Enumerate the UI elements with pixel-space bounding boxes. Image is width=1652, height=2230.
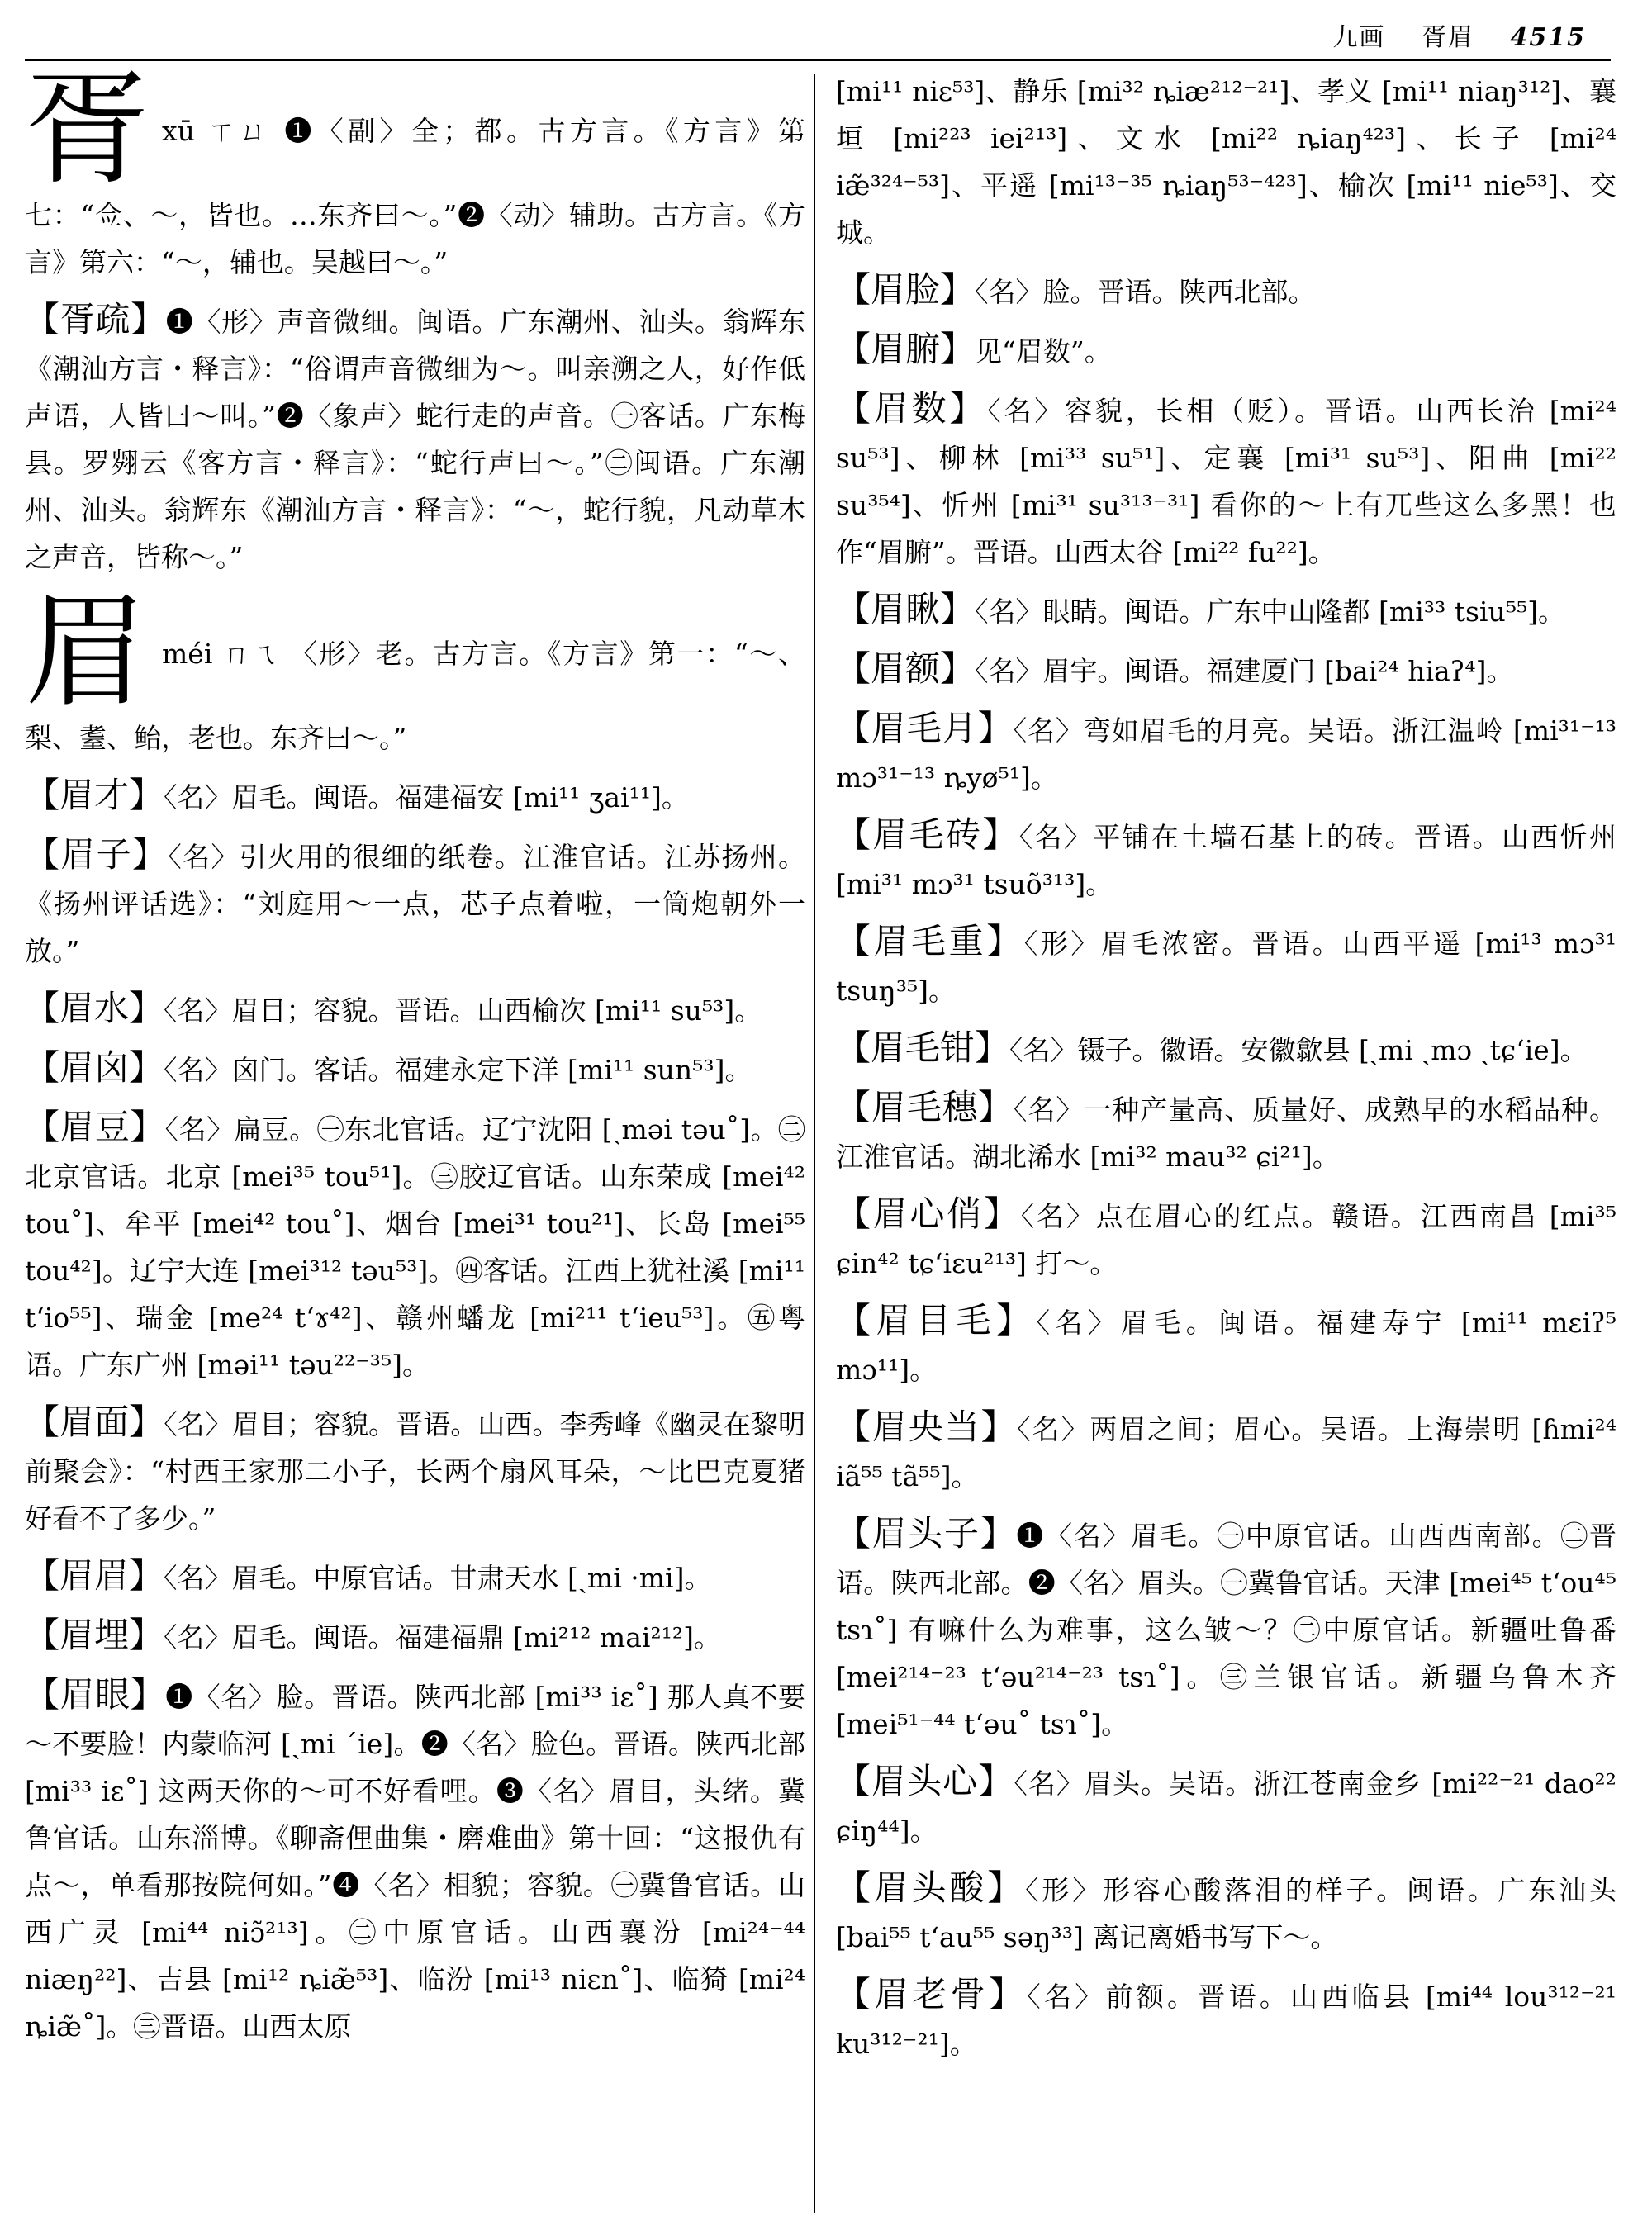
left-column <box>25 68 805 2215</box>
entry-headword: 眉额 <box>871 648 941 689</box>
left-bracket: 【 <box>836 648 871 689</box>
left-bracket: 【 <box>836 1193 873 1234</box>
column-divider <box>814 74 815 2213</box>
entry-definition: 〈名〉平铺在土墙石基上的砖。晋语。山西忻州 [mi³¹ mɔ³¹ tsuõ³¹³]。 <box>836 821 1616 900</box>
right-bracket: 】 <box>983 1193 1021 1234</box>
right-bracket: 】 <box>978 1761 1014 1801</box>
left-bracket: 【 <box>836 1867 874 1908</box>
left-bracket: 【 <box>836 921 874 961</box>
dictionary-entry <box>836 1190 1616 1287</box>
dictionary-entry <box>836 811 1616 908</box>
entry-headword: 眉央当 <box>871 1407 981 1447</box>
entry-definition: 〈名〉弯如眉毛的月亮。吴语。浙江温岭 [mi³¹⁻¹³ mɔ³¹⁻¹³ ȵyø⁵¹]。 <box>836 714 1616 794</box>
dictionary-entry <box>836 1864 1616 1961</box>
entry-definition: 见“眉数”。 <box>975 335 1112 368</box>
entry-headword: 胥疏 <box>59 299 131 339</box>
dictionary-entry <box>836 1971 1616 2067</box>
entry-headword: 眉脸 <box>871 269 941 310</box>
left-bracket: 【 <box>25 1107 60 1147</box>
right-bracket: 】 <box>977 708 1014 748</box>
dictionary-entry <box>836 385 1616 576</box>
dictionary-entry <box>836 705 1616 801</box>
entry-headword: 眉才 <box>59 775 130 815</box>
left-bracket: 【 <box>836 1761 872 1801</box>
entry-headword: 眉数 <box>873 388 950 429</box>
entry-headword: 眉子 <box>60 834 132 875</box>
continued-entry <box>836 68 1616 256</box>
right-bracket: 】 <box>977 1087 1014 1127</box>
dictionary-entry <box>836 1403 1616 1500</box>
entry-definition: 〈形〉形容心酸落泪的样子。闽语。广东汕头 [bai⁵⁵ tʻau⁵⁵ səŋ³³] 离记离婚书写下～。 <box>836 1874 1616 1953</box>
entry-headword: 眉毛重 <box>873 921 987 961</box>
right-bracket: 】 <box>129 1615 164 1655</box>
dictionary-entry <box>836 645 1616 695</box>
left-bracket: 【 <box>836 708 871 748</box>
entry-definition: 〈名〉前额。晋语。山西临县 [mi⁴⁴ lou³¹²⁻²¹ ku³¹²⁻²¹]。 <box>836 1981 1616 2060</box>
entry-definition: 〈名〉眉宇。闽语。福建厦门 [bai²⁴ hiaʔ⁴]。 <box>975 655 1514 687</box>
entry-headword: 眉老骨 <box>874 1974 990 2014</box>
dictionary-entry <box>25 1398 805 1542</box>
entry-definition: 〈名〉点在眉心的红点。赣语。江西南昌 [mi³⁵ ɕin⁴² tɕʻiɛu²¹³] 打～。 <box>836 1200 1616 1279</box>
entry-definition: 〈名〉眉毛。闽语。福建福安 [mi¹¹ ʒai¹¹]。 <box>164 781 689 814</box>
left-bracket: 【 <box>836 329 871 369</box>
dictionary-entry <box>25 1671 805 2050</box>
head-character: 胥 <box>25 68 150 202</box>
right-bracket: 】 <box>940 269 976 310</box>
entry-headword: 眉眉 <box>59 1555 130 1596</box>
dictionary-entry <box>836 266 1616 316</box>
entry-headword: 眉囟 <box>59 1047 130 1088</box>
right-bracket: 】 <box>131 834 169 875</box>
head-character: 眉 <box>25 581 150 724</box>
entry-headword: 眉毛穗 <box>871 1087 978 1127</box>
dictionary-entry <box>25 1044 805 1094</box>
entry-definition: 〈名〉眼睛。闽语。广东中山隆都 [mi³³ tsiu⁵⁵]。 <box>975 595 1566 628</box>
left-bracket: 【 <box>836 269 871 310</box>
entry-definition: 〈名〉眉头。吴语。浙江苍南金乡 [mi²²⁻²¹ dao²² ɕiŋ⁴⁴]。 <box>836 1767 1616 1847</box>
entry-definition: 〈名〉镊子。徽语。安徽歙县 [ˏmi ˏmɔ ˏtɕʻie]。 <box>1009 1034 1588 1066</box>
right-bracket: 】 <box>996 1300 1037 1340</box>
entry-definition: 〈名〉囟门。客话。福建永定下洋 [mi¹¹ sun⁵³]。 <box>164 1054 752 1086</box>
entry-definition: 〈名〉眉毛。闽语。福建寿宁 [mi¹¹ mɛiʔ⁵ mɔ¹¹]。 <box>836 1307 1616 1386</box>
left-bracket: 【 <box>25 1047 60 1088</box>
left-bracket: 【 <box>25 834 61 875</box>
head-character-entry <box>25 581 805 762</box>
right-bracket: 】 <box>982 814 1019 855</box>
entry-headword: 眉豆 <box>59 1107 131 1147</box>
right-bracket: 】 <box>129 1402 164 1442</box>
page-number: 4515 <box>1510 23 1586 52</box>
right-bracket: 】 <box>940 648 976 689</box>
left-bracket: 【 <box>836 388 874 429</box>
right-bracket: 】 <box>975 1027 1010 1068</box>
running-head <box>1306 17 1586 53</box>
entry-definition: 〈名〉容貌，长相（贬）。晋语。山西长治 [mi²⁴ su⁵³]、柳林 [mi³³ su⁵¹]、定襄 [mi³¹ su⁵³]、阳曲 [mi²² su³⁵⁴]、忻州 [mi³¹ su³¹³⁻³¹] 看你的～上有兀些这么多黑！也作“眉腑”。晋语。山西太谷 [mi²² fu²²]。 <box>836 395 1616 568</box>
right-bracket: 】 <box>129 1047 164 1088</box>
entry-definition: 〈名〉扁豆。㊀东北官话。辽宁沈阳 [ˏməi təu˚]。㊁北京官话。北京 [mei³⁵ tou⁵¹]。㊂胶辽官话。山东荣成 [mei⁴² tou˚]、牟平 [mei⁴² tou˚]、烟台 [mei³¹ tou²¹]、长岛 [mei⁵⁵ tou⁴²]。辽宁大连 [mei³¹² təu⁵³]。㊃客话。江西上犹社溪 [mi¹¹ tʻio⁵⁵]、瑞金 [me²⁴ tʻɤ⁴²]、赣州蟠龙 [mi²¹¹ tʻieu⁵³]。㊄粤语。广东广州 [məi¹¹ təu²²⁻³⁵]。 <box>25 1113 805 1381</box>
dictionary-entry <box>25 831 805 975</box>
entry-headword: 眉头子 <box>871 1513 980 1554</box>
left-bracket: 【 <box>836 589 871 629</box>
entry-headword: 眉埋 <box>59 1615 130 1655</box>
left-bracket: 【 <box>836 1300 876 1340</box>
left-bracket: 【 <box>25 1615 60 1655</box>
dictionary-entry <box>836 918 1616 1014</box>
dictionary-entry <box>25 771 805 821</box>
entry-definition: ❶〈名〉脸。晋语。陕西北部 [mi³³ iɛ˚] 那人真不要～不要脸！内蒙临河 [ˏmi ˊie]。❷〈名〉脸色。晋语。陕西北部 [mi³³ iɛ˚] 这两天你的～可不好看哩。❸〈名〉眉目，头绪。冀鲁官话。山东淄博。《聊斋俚曲集・磨难曲》第十回：“这报仇有点～，单看那按院何如。”❹〈名〉相貌；容貌。㊀冀鲁官话。山西广灵 [mi⁴⁴ niɔ̃²¹³]。㊁中原官话。山西襄汾 [mi²⁴⁻⁴⁴ niæŋ²²]、吉县 [mi¹² ȵiæ̃⁵³]、临汾 [mi¹³ niɛn˚]、临猗 [mi²⁴ ȵiæ̃˚]。㊂晋语。山西太原 <box>25 1681 805 2043</box>
entry-definition: méi ㄇㄟ 〈形〉老。古方言。《方言》第一：“～、梨、耋、鲐，老也。东齐曰～。” <box>25 638 805 754</box>
entry-definition: 〈名〉两眉之间；眉心。吴语。上海崇明 [ɦmi²⁴ iã⁵⁵ tã⁵⁵]。 <box>836 1413 1616 1492</box>
dictionary-entry <box>25 1103 805 1388</box>
entry-headword: 眉腑 <box>871 329 941 369</box>
left-bracket: 【 <box>25 988 60 1028</box>
dictionary-entry <box>25 985 805 1034</box>
right-bracket: 】 <box>129 1555 164 1596</box>
left-bracket: 【 <box>836 1513 872 1554</box>
left-bracket: 【 <box>25 299 60 339</box>
right-bracket: 】 <box>989 1974 1028 2014</box>
entry-headword: 眉眼 <box>59 1674 131 1715</box>
entry-definition: 〈形〉眉毛浓密。晋语。山西平遥 [mi¹³ mɔ³¹ tsuŋ³⁵]。 <box>836 928 1616 1007</box>
right-bracket: 】 <box>986 921 1024 961</box>
dictionary-entry <box>836 1084 1616 1180</box>
left-bracket: 【 <box>25 1555 60 1596</box>
dictionary-entry <box>836 1758 1616 1854</box>
head-character-entry <box>25 68 805 286</box>
dictionary-entry <box>836 1297 1616 1393</box>
entry-headword: 眉毛月 <box>871 708 978 748</box>
dictionary-entry <box>836 325 1616 375</box>
right-bracket: 】 <box>940 589 976 629</box>
left-bracket: 【 <box>836 1087 871 1127</box>
right-bracket: 】 <box>131 299 166 339</box>
entry-definition: 〈名〉一种产量高、质量好、成熟早的水稻品种。江淮官话。湖北浠水 [mi³² mau³² ɕi²¹]。 <box>836 1094 1616 1173</box>
dictionary-entry <box>25 1552 805 1601</box>
dictionary-entry <box>836 586 1616 635</box>
entry-headword: 眉水 <box>59 988 130 1028</box>
left-bracket: 【 <box>836 814 873 855</box>
right-bracket: 】 <box>130 1107 165 1147</box>
right-bracket: 】 <box>130 1674 166 1715</box>
running-title: 胥眉 <box>1421 23 1474 52</box>
page-header <box>0 0 1652 66</box>
section-label: 九画 <box>1332 23 1386 52</box>
entry-headword: 眉头酸 <box>873 1867 988 1908</box>
right-bracket: 】 <box>129 775 164 815</box>
right-bracket: 】 <box>129 988 164 1028</box>
dictionary-entry <box>25 296 805 581</box>
entry-definition: ❶〈形〉声音微细。闽语。广东潮州、汕头。翁辉东《潮汕方言・释言》：“俗谓声音微细为～。叫亲溯之人，好作低声语，人皆曰～叫。”❷〈象声〉蛇行走的声音。㊀客话。广东梅县。罗翙云《客方言・释言》：“蛇行声曰～。”㊁闽语。广东潮州、汕头。翁辉东《潮汕方言・释言》：“～，蛇行貌，凡动草木之声音，皆称～。” <box>25 306 805 573</box>
entry-headword: 眉心俏 <box>872 1193 984 1234</box>
left-bracket: 【 <box>25 1674 60 1715</box>
right-column <box>836 68 1616 2215</box>
entry-headword: 眉头心 <box>871 1761 979 1801</box>
entry-definition: 〈名〉引火用的很细的纸卷。江淮官话。江苏扬州。《扬州评话选》：“刘庭用～一点，芯子点着啦，一筒炮朝外一放。” <box>25 841 805 967</box>
entry-headword: 眉面 <box>59 1402 130 1442</box>
left-bracket: 【 <box>836 1407 872 1447</box>
right-bracket: 】 <box>949 388 988 429</box>
entry-definition: [mi¹¹ niɛ⁵³]、静乐 [mi³² ȵiæ²¹²⁻²¹]、孝义 [mi¹¹ niaŋ³¹²]、襄垣 [mi²²³ iei²¹³]、文水 [mi²² ȵiaŋ⁴²³]、长子 [mi²⁴ iæ̃³²⁴⁻⁵³]、平遥 [mi¹³⁻³⁵ ȵiaŋ⁵³⁻⁴²³]、榆次 [mi¹¹ nie⁵³]、交城。 <box>836 75 1616 249</box>
left-bracket: 【 <box>836 1974 875 2014</box>
left-bracket: 【 <box>25 1402 60 1442</box>
entry-headword: 眉瞅 <box>871 589 941 629</box>
entry-definition: xū ㄒㄩ ❶〈副〉全；都。古方言。《方言》第七：“佥、～，皆也。…东齐曰～。”❷〈动〉辅助。古方言。《方言》第六：“～，辅也。吴越曰～。” <box>25 115 805 278</box>
right-bracket: 】 <box>987 1867 1026 1908</box>
entry-headword: 眉目毛 <box>876 1300 997 1340</box>
left-bracket: 【 <box>25 775 60 815</box>
entry-definition: 〈名〉眉毛。闽语。福建福鼎 [mi²¹² mai²¹²]。 <box>164 1621 722 1654</box>
dictionary-entry <box>25 1611 805 1661</box>
entry-definition: ❶〈名〉眉毛。㊀中原官话。山西西南部。㊁晋语。陕西北部。❷〈名〉眉头。㊀冀鲁官话。天津 [mei⁴⁵ tʻou⁴⁵ tsɿ˚] 有嘛什么为难事，这么皱～？㊁中原官话。新疆吐鲁番 [mei²¹⁴⁻²³ tʻəu²¹⁴⁻²³ tsɿ˚]。㊂兰银官话。新疆乌鲁木齐 [mei⁵¹⁻⁴⁴ tʻəu˚ tsɿ˚]。 <box>836 1520 1616 1740</box>
entry-definition: 〈名〉眉目；容貌。晋语。山西。李秀峰《幽灵在黎明前聚会》：“村西王家那二小子，长两个扇风耳朵，～比巴克夏猪好看不了多少。” <box>25 1408 805 1535</box>
entry-definition: 〈名〉脸。晋语。陕西北部。 <box>975 276 1316 308</box>
right-bracket: 】 <box>980 1407 1018 1447</box>
dictionary-entry <box>836 1510 1616 1748</box>
entry-definition: 〈名〉眉目；容貌。晋语。山西榆次 [mi¹¹ su⁵³]。 <box>164 994 762 1027</box>
entry-headword: 眉毛砖 <box>872 814 983 855</box>
dictionary-entry <box>836 1024 1616 1074</box>
entry-headword: 眉毛钳 <box>871 1027 976 1068</box>
right-bracket: 】 <box>980 1513 1017 1554</box>
right-bracket: 】 <box>940 329 976 369</box>
left-bracket: 【 <box>836 1027 871 1068</box>
header-rule <box>25 59 1611 61</box>
entry-definition: 〈名〉眉毛。中原官话。甘肃天水 [ˏmi ·mi]。 <box>164 1562 712 1594</box>
